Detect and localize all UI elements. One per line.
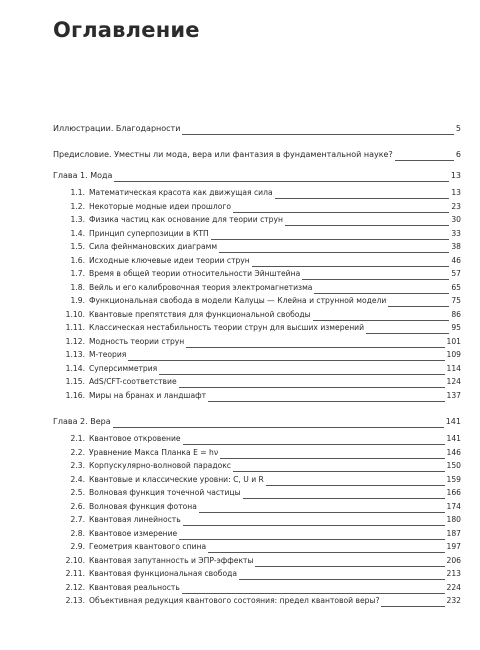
page-number: 30 — [451, 215, 461, 224]
page-number: 33 — [451, 229, 461, 238]
section-number: 2.2. — [70, 448, 85, 457]
entry-title: Квантовая реальность — [89, 583, 180, 592]
section-number: 2.11. — [65, 569, 85, 578]
page-number: 86 — [451, 310, 461, 319]
section-number: 1.13. — [65, 350, 85, 359]
section-entry[interactable] — [53, 214, 461, 226]
section-entry[interactable] — [53, 474, 461, 486]
entry-title: Суперсимметрия — [89, 364, 158, 373]
entry-title: Предисловие. Уместны ли мода, вера или фантазия в фундаментальной науке? — [53, 150, 393, 159]
page-number: 46 — [451, 256, 461, 265]
section-number: 2.12. — [65, 583, 85, 592]
section-entry[interactable] — [53, 376, 461, 388]
page-number: 159 — [446, 475, 461, 484]
section-entry[interactable] — [53, 201, 461, 213]
entry-title: Сила фейнмановских диаграмм — [89, 242, 218, 251]
entry-title: Волновая функция фотона — [89, 502, 197, 511]
section-entry[interactable] — [53, 514, 461, 526]
page-number: 150 — [446, 461, 461, 470]
entry-title: Волновая функция точечной частицы — [89, 488, 241, 497]
section-entry[interactable] — [53, 390, 461, 402]
page-number: 137 — [446, 391, 461, 400]
page-number: 57 — [451, 269, 461, 278]
entry-title: Квантовые и классические уровни: C, U и R — [89, 475, 264, 484]
entry-title: Глава 2. Вера — [53, 417, 111, 426]
section-entry[interactable] — [53, 447, 461, 459]
page-number: 101 — [446, 337, 461, 346]
page-number: 174 — [446, 502, 461, 511]
entry-title: Квантовое откровение — [89, 434, 181, 443]
section-entry[interactable] — [53, 582, 461, 594]
page-number: 166 — [446, 488, 461, 497]
page-number: 65 — [451, 283, 461, 292]
section-number: 1.6. — [70, 256, 85, 265]
page-number: 213 — [446, 569, 461, 578]
page-number: 6 — [455, 150, 461, 159]
page-number: 224 — [446, 583, 461, 592]
entry-title: Квантовая функциональная свобода — [89, 569, 238, 578]
entry-title: Объективная редукция квантового состояния: предел квантовой веры? — [89, 596, 380, 605]
toc-entry-illustrations[interactable] — [53, 123, 461, 135]
section-number: 2.7. — [70, 515, 85, 524]
section-entry[interactable] — [53, 433, 461, 445]
entry-title: М-теория — [89, 350, 127, 359]
section-entry[interactable] — [53, 349, 461, 361]
entry-title: Принцип суперпозиции в КТП — [89, 229, 209, 238]
section-number: 1.1. — [70, 188, 85, 197]
section-entry[interactable] — [53, 487, 461, 499]
section-entry[interactable] — [53, 241, 461, 253]
section-number: 1.10. — [65, 310, 85, 319]
leader-line — [53, 427, 461, 428]
section-entry[interactable] — [53, 255, 461, 267]
entry-title: AdS/CFT-соответствие — [89, 377, 177, 386]
entry-title: Миры на бранах и ландшафт — [89, 391, 207, 400]
section-number: 2.1. — [70, 434, 85, 443]
section-entry[interactable] — [53, 568, 461, 580]
entry-title: Время в общей теории относительности Эйнштейна — [89, 269, 301, 278]
section-entry[interactable] — [53, 363, 461, 375]
section-number: 2.6. — [70, 502, 85, 511]
section-number: 1.14. — [65, 364, 85, 373]
page-number: 114 — [446, 364, 461, 373]
entry-title: Некоторые модные идеи прошлого — [89, 202, 231, 211]
page-number: 13 — [450, 171, 461, 180]
section-number: 2.3. — [70, 461, 85, 470]
entry-title: Геометрия квантового спина — [89, 542, 207, 551]
page-number: 141 — [446, 434, 461, 443]
section-number: 1.9. — [70, 296, 85, 305]
page-title: Оглавление — [53, 18, 200, 42]
page-number: 38 — [451, 242, 461, 251]
section-entry[interactable] — [53, 595, 461, 607]
page-number: 124 — [446, 377, 461, 386]
section-number: 2.8. — [70, 529, 85, 538]
entry-title: Функциональная свобода в модели Калуцы — Клейна и струнной модели — [89, 296, 387, 305]
section-number: 1.11. — [65, 323, 85, 332]
entry-title: Уравнение Макса Планка E = hν — [89, 448, 219, 457]
page-number: 23 — [451, 202, 461, 211]
section-number: 1.3. — [70, 215, 85, 224]
section-number: 1.7. — [70, 269, 85, 278]
section-number: 1.5. — [70, 242, 85, 251]
leader-line — [89, 360, 461, 361]
page-number: 95 — [451, 323, 461, 332]
entry-title: Математическая красота как движущая сила — [89, 188, 273, 197]
section-number: 1.2. — [70, 202, 85, 211]
section-number: 2.13. — [65, 596, 85, 605]
section-entry[interactable] — [53, 460, 461, 472]
toc-entry-preface[interactable] — [53, 149, 461, 161]
section-entry[interactable] — [53, 268, 461, 280]
section-number: 1.4. — [70, 229, 85, 238]
page-number: 141 — [445, 417, 461, 426]
entry-title: Иллюстрации. Благодарности — [53, 124, 181, 133]
section-entry[interactable] — [53, 309, 461, 321]
page-number: 13 — [451, 188, 461, 197]
section-entry[interactable] — [53, 282, 461, 294]
entry-title: Классическая нестабильность теории струн для высших измерений — [89, 323, 365, 332]
section-number: 2.10. — [65, 556, 85, 565]
section-entry[interactable] — [53, 541, 461, 553]
chapter-entry[interactable] — [53, 170, 461, 182]
chapter-entry[interactable] — [53, 416, 461, 428]
entry-title: Квантовые препятствия для функциональной свободы — [89, 310, 311, 319]
section-entry[interactable] — [53, 555, 461, 567]
section-number: 1.15. — [65, 377, 85, 386]
page-number: 5 — [455, 124, 461, 133]
page-number: 109 — [446, 350, 461, 359]
entry-title: Квантовое измерение — [89, 529, 178, 538]
entry-title: Квантовая линейность — [89, 515, 181, 524]
page-number: 206 — [446, 556, 461, 565]
section-entry[interactable] — [53, 336, 461, 348]
page-number: 197 — [446, 542, 461, 551]
section-number: 1.16. — [65, 391, 85, 400]
section-number: 2.9. — [70, 542, 85, 551]
section-entry[interactable] — [53, 322, 461, 334]
section-number: 2.5. — [70, 488, 85, 497]
entry-title: Вейль и его калибровочная теория электромагнетизма — [89, 283, 313, 292]
page-number: 75 — [451, 296, 461, 305]
section-entry[interactable] — [53, 295, 461, 307]
entry-title: Физика частиц как основание для теории струн — [89, 215, 283, 224]
section-entry[interactable] — [53, 501, 461, 513]
page-number: 232 — [446, 596, 461, 605]
section-number: 1.12. — [65, 337, 85, 346]
page-number: 180 — [446, 515, 461, 524]
section-entry[interactable] — [53, 528, 461, 540]
entry-title: Модность теории струн — [89, 337, 185, 346]
page-number: 146 — [446, 448, 461, 457]
section-entry[interactable] — [53, 187, 461, 199]
section-number: 2.4. — [70, 475, 85, 484]
section-number: 1.8. — [70, 283, 85, 292]
entry-title: Глава 1. Мода — [53, 171, 113, 180]
page-number: 187 — [446, 529, 461, 538]
entry-title: Квантовая запутанность и ЭПР-эффекты — [89, 556, 254, 565]
entry-title: Корпускулярно-волновой парадокс — [89, 461, 231, 470]
section-entry[interactable] — [53, 228, 461, 240]
entry-title: Исходные ключевые идеи теории струн — [89, 256, 250, 265]
